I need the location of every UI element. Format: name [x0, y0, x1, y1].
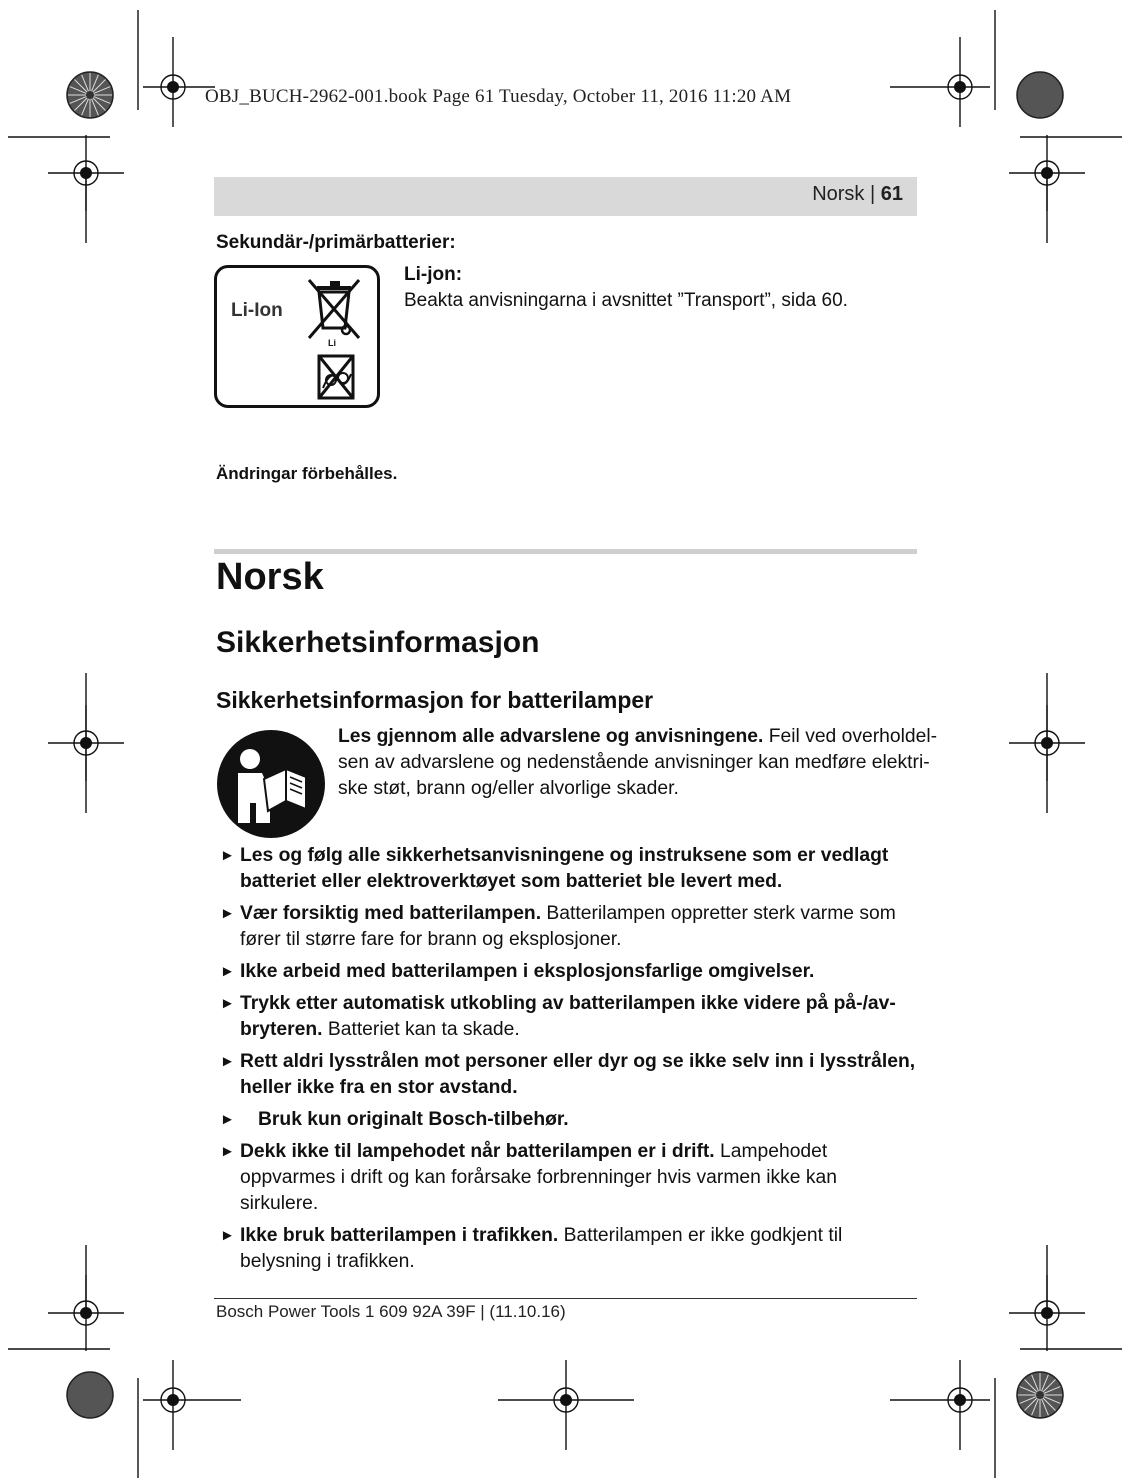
warning-line3: ske støt, brann og/eller alvorlige skader.	[338, 778, 679, 799]
safety-bullet-list	[218, 843, 918, 1281]
li-ion-subheading: Li-jon:	[404, 264, 463, 285]
battery-heading: Sekundär-/primärbatterier:	[216, 232, 456, 253]
bullet-arrow-icon: ►	[220, 1143, 235, 1160]
list-item: ► Trykk etter automatisk utkobling av batterilampen ikke videre på på-/av-bryteren. Batteriet kan ta skade.	[220, 993, 896, 1040]
list-item: ► Bruk kun originalt Bosch-tilbehør.	[218, 1107, 918, 1133]
section-title: Sikkerhetsinformasjon	[216, 626, 540, 659]
warning-line1-rest: Feil ved overholdel-	[763, 726, 938, 747]
page-header-bar	[214, 177, 917, 216]
warning-text	[338, 724, 938, 802]
li-ion-transport-text: Beakta anvisningarna i avsnittet ”Transport”, sida 60.	[404, 290, 848, 311]
list-item: ► Ikke arbeid med batterilampen i eksplosjonsfarlige omgivelser.	[218, 959, 918, 985]
warning-bold: Les gjennom alle advarslene og anvisningene.	[338, 726, 764, 747]
bullet-arrow-icon: ►	[220, 905, 235, 922]
header-separator: |	[864, 183, 881, 205]
battery-disposal-icon-box	[214, 265, 380, 408]
list-item: ► Dekk ikke til lampehodet når batterilampen er i drift. Lampehodet oppvarmes i drift og kan forårsake forbrenninger hvis varmen ikke kan sirkulere.	[220, 1141, 837, 1214]
changes-reserved-note: Ändringar förbehålles.	[216, 464, 398, 483]
book-slug-line: OBJ_BUCH-2962-001.book Page 61 Tuesday, October 11, 2016 11:20 AM	[205, 86, 792, 107]
list-item: ► Rett aldri lysstrålen mot personer eller dyr og se ikke selv inn i lysstrålen, heller ikke fra en stor avstand.	[220, 1051, 916, 1098]
bullet-arrow-icon: ►	[220, 1227, 235, 1244]
language-title: Norsk	[216, 556, 324, 598]
bin-li-label: Li	[328, 338, 336, 348]
page-header	[812, 183, 903, 206]
warning-line2: sen av advarslene og nedenstående anvisninger kan medføre elektri-	[338, 752, 930, 773]
bullet-arrow-icon: ►	[220, 847, 235, 864]
footer-divider	[214, 1298, 917, 1299]
read-manual-icon	[216, 729, 326, 839]
bullet-arrow-icon: ►	[220, 963, 235, 980]
bullet-arrow-icon: ►	[220, 1053, 235, 1070]
page-number: 61	[880, 183, 903, 205]
li-ion-label: Li-Ion	[231, 300, 283, 321]
list-item: ► Vær forsiktig med batterilampen. Batterilampen oppretter sterk varme som fører til større fare for brann og eksplosjoner.	[220, 903, 896, 950]
list-item: ► Ikke bruk batterilampen i trafikken. Batterilampen er ikke godkjent til belysning i trafikken.	[220, 1225, 843, 1272]
list-item: ► Les og følg alle sikkerhetsanvisningene og instruksene som er vedlagt batteriet eller elektroverktøyet som batteriet ble levert med.	[220, 845, 889, 892]
page-footer: Bosch Power Tools 1 609 92A 39F | (11.10.16)	[216, 1302, 566, 1321]
section-divider	[214, 549, 917, 554]
header-section: Norsk	[812, 183, 865, 205]
bullet-arrow-icon: ►	[220, 1111, 235, 1128]
subsection-title: Sikkerhetsinformasjon for batterilamper	[216, 687, 654, 713]
bullet-arrow-icon: ►	[220, 995, 235, 1012]
crossed-bin-icon	[299, 272, 373, 404]
